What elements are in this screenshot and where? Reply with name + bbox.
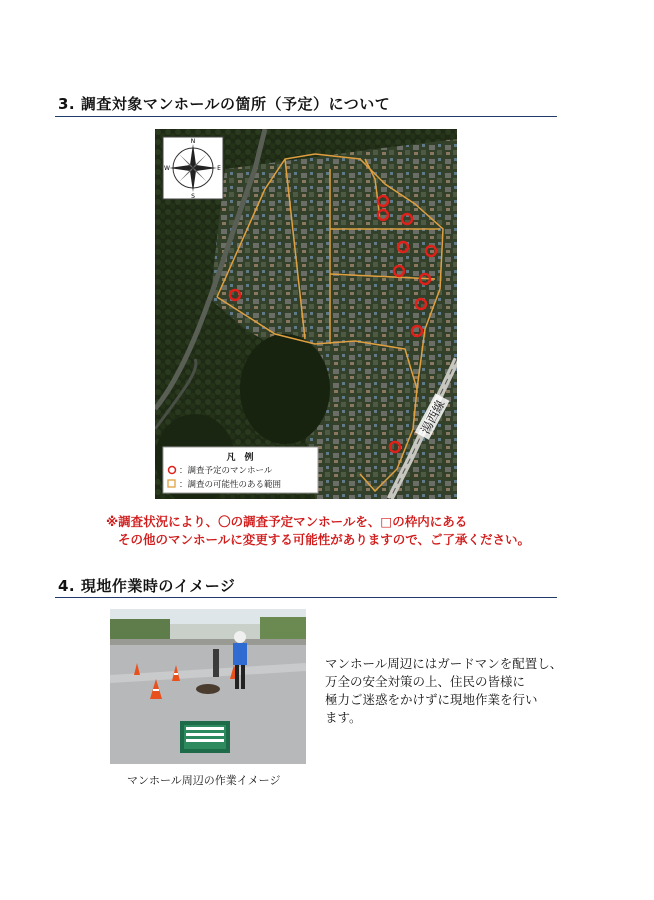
description-line: ます。 [325, 710, 362, 725]
compass-e: E [217, 165, 221, 172]
notice-line-1: ※調査状況により、〇の調査予定マンホールを、□の枠内にある [106, 514, 468, 529]
map-legend [163, 447, 318, 493]
section-3-divider [55, 116, 557, 117]
section-3-heading: 3. 調査対象マンホールの箇所（予定）について [58, 95, 391, 113]
photo-caption: マンホール周辺の作業イメージ [127, 774, 281, 787]
description-line: 極力ご迷惑をかけずに現地作業を行い [325, 692, 538, 707]
compass-n: N [190, 138, 196, 145]
description-line: 万全の安全対策の上、住民の皆様に [325, 674, 526, 689]
notice-line-2: その他のマンホールに変更する可能性がありますので、ご了承ください。 [118, 532, 531, 547]
section-4-heading: 4. 現地作業時のイメージ [58, 577, 236, 595]
legend-item-manhole: ：調査予定のマンホール [179, 466, 273, 476]
work-description [325, 655, 575, 727]
aerial-map [155, 129, 457, 499]
section-4-divider [55, 597, 557, 598]
legend-title: 凡 例 [226, 453, 254, 463]
road-label: 湯西線 [418, 397, 448, 437]
legend-item-area: ：調査の可能性のある範囲 [179, 480, 282, 490]
compass-rose-icon [163, 137, 223, 200]
compass-w: W [164, 165, 170, 172]
work-site-photo [110, 609, 306, 764]
compass-s: S [191, 193, 195, 200]
description-line: マンホール周辺にはガードマンを配置し、 [325, 656, 563, 671]
